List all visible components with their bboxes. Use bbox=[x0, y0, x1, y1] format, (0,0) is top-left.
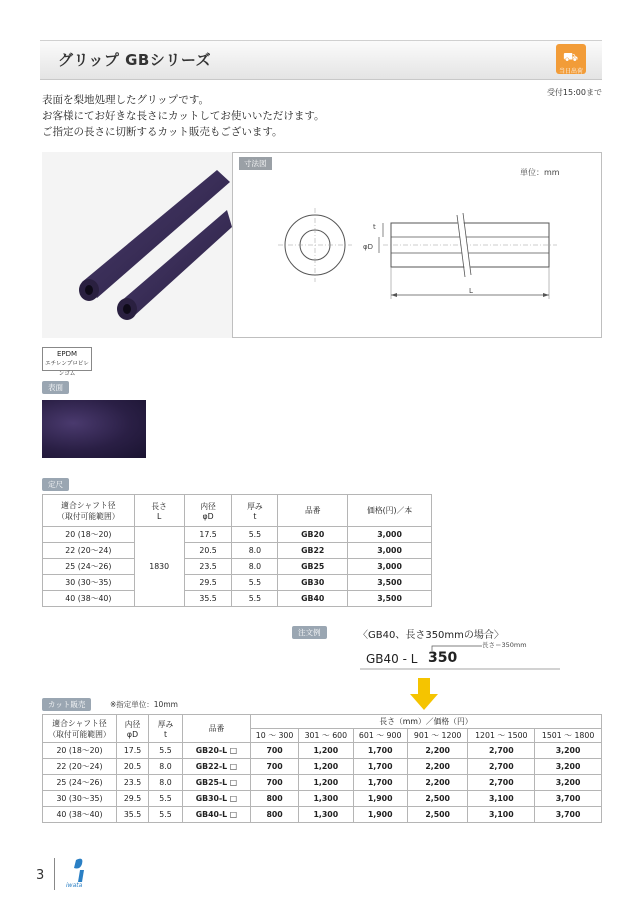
cell-part: GB20-L □ bbox=[183, 743, 251, 759]
col-range: 601 〜 900 bbox=[353, 729, 407, 743]
cell-inner: 17.5 bbox=[184, 527, 232, 543]
cell-price: 3,000 bbox=[348, 527, 432, 543]
table-row bbox=[43, 543, 432, 559]
col-range: 901 〜 1200 bbox=[407, 729, 468, 743]
intro-line-3: ご指定の長さに切断するカット販売もございます。 bbox=[42, 126, 283, 138]
surface-texture-photo bbox=[42, 400, 146, 458]
cell-price: 1,700 bbox=[353, 775, 407, 791]
cell-shaft: 20 (18〜20) bbox=[43, 527, 135, 543]
col-inner: 内径 φD bbox=[117, 715, 149, 743]
table-row bbox=[43, 527, 432, 543]
cell-thickness: 5.5 bbox=[149, 807, 183, 823]
example-underline bbox=[360, 668, 560, 670]
cut-sales-table bbox=[42, 714, 602, 823]
material-sub: エチレンプロピレンゴム bbox=[45, 361, 89, 377]
cell-inner: 20.5 bbox=[184, 543, 232, 559]
table-row bbox=[43, 807, 602, 823]
cell-inner: 17.5 bbox=[117, 743, 149, 759]
cell-inner: 29.5 bbox=[184, 575, 232, 591]
cell-price: 3,500 bbox=[348, 591, 432, 607]
cell-inner: 35.5 bbox=[117, 807, 149, 823]
cell-price: 1,300 bbox=[299, 791, 353, 807]
cell-shaft: 22 (20〜24) bbox=[43, 543, 135, 559]
cell-price: 3,000 bbox=[348, 543, 432, 559]
col-thickness: 厚み t bbox=[232, 495, 278, 527]
cell-price: 3,200 bbox=[535, 775, 602, 791]
cell-price: 2,500 bbox=[407, 791, 468, 807]
cell-part: GB22 bbox=[278, 543, 348, 559]
cell-shaft: 40 (38〜40) bbox=[43, 591, 135, 607]
col-price: 価格(円)／本 bbox=[348, 495, 432, 527]
order-example-length: 350 bbox=[428, 650, 458, 666]
cell-price: 3,100 bbox=[468, 807, 535, 823]
col-shaft: 適合シャフト径 （取付可能範囲） bbox=[43, 495, 135, 527]
cell-thickness: 5.5 bbox=[149, 743, 183, 759]
col-thickness: 厚み t bbox=[149, 715, 183, 743]
cut-unit-note: ※指定単位：10mm bbox=[110, 700, 178, 709]
cell-price: 700 bbox=[251, 759, 299, 775]
order-example-title: 〈GB40、長さ350mmの場合〉 bbox=[358, 630, 504, 641]
cell-part: GB22-L □ bbox=[183, 759, 251, 775]
col-range: 301 〜 600 bbox=[299, 729, 353, 743]
checkbox-icon: □ bbox=[229, 746, 238, 755]
checkbox-icon: □ bbox=[229, 794, 238, 803]
cell-thickness: 8.0 bbox=[149, 759, 183, 775]
cell-price: 3,500 bbox=[348, 575, 432, 591]
cell-price: 1,700 bbox=[353, 743, 407, 759]
cell-price: 3,100 bbox=[468, 791, 535, 807]
checkbox-icon: □ bbox=[229, 810, 238, 819]
L-label: L bbox=[469, 287, 473, 295]
col-range: 10 〜 300 bbox=[251, 729, 299, 743]
footer-divider bbox=[54, 858, 55, 890]
phiD-label: φD bbox=[363, 243, 374, 251]
material-box bbox=[42, 347, 92, 377]
cell-part: GB25-L □ bbox=[183, 775, 251, 791]
cell-price: 800 bbox=[251, 807, 299, 823]
col-length-price-group: 長さ（mm）／価格（円） bbox=[251, 715, 602, 729]
material-name: EPDM bbox=[56, 350, 78, 358]
checkbox-icon: □ bbox=[229, 778, 238, 787]
cell-price: 800 bbox=[251, 791, 299, 807]
order-example-code: GB40 - L bbox=[366, 652, 418, 666]
cell-part: GB25 bbox=[278, 559, 348, 575]
cut-sales-tab: カット販売 bbox=[42, 698, 91, 711]
cell-price: 2,700 bbox=[468, 743, 535, 759]
cell-thickness: 5.5 bbox=[232, 591, 278, 607]
cell-thickness: 8.0 bbox=[232, 559, 278, 575]
cell-price: 1,300 bbox=[299, 807, 353, 823]
surface-tab: 表面 bbox=[42, 381, 69, 394]
cell-thickness: 8.0 bbox=[232, 543, 278, 559]
cell-thickness: 5.5 bbox=[232, 527, 278, 543]
col-range: 1501 〜 1800 bbox=[535, 729, 602, 743]
col-part: 品番 bbox=[278, 495, 348, 527]
cell-price: 2,700 bbox=[468, 775, 535, 791]
order-example-note: 長さ＝350mm bbox=[482, 641, 527, 649]
col-part: 品番 bbox=[183, 715, 251, 743]
cell-shaft: 30 (30〜35) bbox=[43, 791, 117, 807]
table-row bbox=[43, 591, 432, 607]
cell-price: 700 bbox=[251, 743, 299, 759]
table-row bbox=[43, 559, 432, 575]
cell-part: GB40 bbox=[278, 591, 348, 607]
order-example-tab: 注文例 bbox=[292, 626, 327, 639]
cell-shaft: 25 (24〜26) bbox=[43, 775, 117, 791]
product-photo bbox=[42, 152, 232, 338]
cell-price: 700 bbox=[251, 775, 299, 791]
fixed-length-tab: 定尺 bbox=[42, 478, 69, 491]
cell-thickness: 8.0 bbox=[149, 775, 183, 791]
cell-price: 2,500 bbox=[407, 807, 468, 823]
cell-price: 2,700 bbox=[468, 759, 535, 775]
cell-part: GB30 bbox=[278, 575, 348, 591]
t-label: t bbox=[373, 223, 376, 231]
cell-inner: 20.5 bbox=[117, 759, 149, 775]
cell-price: 1,200 bbox=[299, 775, 353, 791]
cell-price: 3,200 bbox=[535, 759, 602, 775]
down-arrow-icon bbox=[410, 678, 438, 710]
table-row bbox=[43, 775, 602, 791]
cell-price: 3,700 bbox=[535, 807, 602, 823]
cell-part: GB30-L □ bbox=[183, 791, 251, 807]
col-length: 長さ L bbox=[134, 495, 184, 527]
cell-price: 3,200 bbox=[535, 743, 602, 759]
cell-inner: 23.5 bbox=[117, 775, 149, 791]
cell-price: 2,200 bbox=[407, 743, 468, 759]
table-row bbox=[43, 791, 602, 807]
cell-thickness: 5.5 bbox=[232, 575, 278, 591]
table-row bbox=[43, 575, 432, 591]
fixed-length-table bbox=[42, 494, 432, 607]
cell-inner: 23.5 bbox=[184, 559, 232, 575]
table-row bbox=[43, 759, 602, 775]
cell-price: 1,700 bbox=[353, 759, 407, 775]
order-deadline: 受付15:00まで bbox=[546, 88, 602, 97]
page-number: 3 bbox=[36, 868, 45, 883]
cell-inner: 29.5 bbox=[117, 791, 149, 807]
cell-inner: 35.5 bbox=[184, 591, 232, 607]
badge-label: 当日出荷 bbox=[558, 68, 583, 75]
col-shaft: 適合シャフト径 （取付可能範囲） bbox=[43, 715, 117, 743]
cell-part: GB40-L □ bbox=[183, 807, 251, 823]
cell-price: 3,000 bbox=[348, 559, 432, 575]
intro-line-2: お客様にてお好きな長さにカットしてお使いいただけます。 bbox=[42, 110, 325, 122]
checkbox-icon: □ bbox=[229, 762, 238, 771]
col-range: 1201 〜 1500 bbox=[468, 729, 535, 743]
dimension-drawing-panel bbox=[232, 152, 602, 338]
cell-price: 2,200 bbox=[407, 775, 468, 791]
unit-label: 単位：mm bbox=[520, 168, 560, 177]
page-title: グリップ GBシリーズ bbox=[58, 51, 212, 69]
cell-shaft: 20 (18〜20) bbox=[43, 743, 117, 759]
dimension-diagram bbox=[233, 153, 603, 339]
cell-shaft: 25 (24〜26) bbox=[43, 559, 135, 575]
dimension-tab: 寸法図 bbox=[239, 157, 272, 170]
cell-thickness: 5.5 bbox=[149, 791, 183, 807]
cell-part: GB20 bbox=[278, 527, 348, 543]
cell-length: 1830 bbox=[134, 527, 184, 607]
cell-price: 2,200 bbox=[407, 759, 468, 775]
col-inner: 内径 φD bbox=[184, 495, 232, 527]
logo-text: iwata bbox=[66, 882, 83, 889]
cell-price: 1,900 bbox=[353, 807, 407, 823]
cell-price: 1,200 bbox=[299, 743, 353, 759]
cell-shaft: 30 (30〜35) bbox=[43, 575, 135, 591]
intro-line-1: 表面を梨地処理したグリップです。 bbox=[42, 94, 210, 106]
cell-shaft: 22 (20〜24) bbox=[43, 759, 117, 775]
cell-price: 1,900 bbox=[353, 791, 407, 807]
cell-price: 1,200 bbox=[299, 759, 353, 775]
cell-price: 3,700 bbox=[535, 791, 602, 807]
table-row bbox=[43, 743, 602, 759]
truck-icon: ⛟ bbox=[563, 50, 579, 64]
cell-shaft: 40 (38〜40) bbox=[43, 807, 117, 823]
